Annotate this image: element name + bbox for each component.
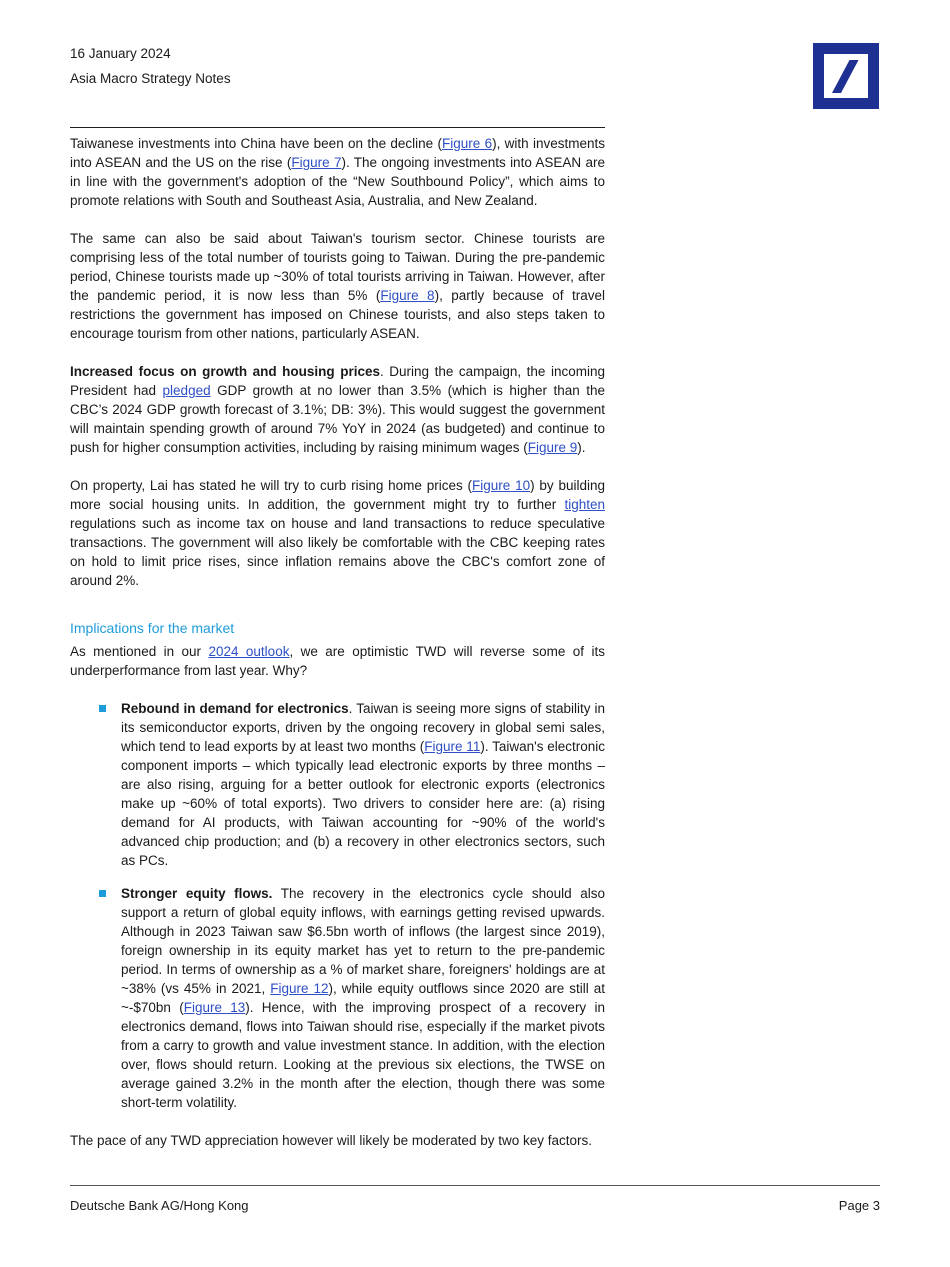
bold-lead-text: Stronger equity flows. xyxy=(121,886,273,901)
bold-lead-text: Rebound in demand for electronics xyxy=(121,701,349,716)
bullet-item xyxy=(70,699,605,870)
body-text: . Taiwan is seeing more signs of stability in its semiconductor exports, driven by the ongoing recovery in global semi sales, which tend to lead exports by at least two months ( xyxy=(121,701,606,754)
page-footer xyxy=(70,1198,880,1213)
link-figure-12[interactable]: Figure 12 xyxy=(270,981,329,996)
bullet-square-icon xyxy=(99,890,106,897)
body-text: regulations such as income tax on house and land transactions to reduce speculative transactions. The government will also likely be comfortable with the CBC keeping rates on hold to limit price rises, since inflation remains above the CBC's comfort zone of around 2%. xyxy=(70,516,605,588)
body-text: . During the campaign, the incoming President had xyxy=(70,364,606,398)
body-text: ). xyxy=(577,440,586,455)
body-text: The recovery in the electronics cycle should also support a return of global equity inflows, with earnings getting revised upwards. Although in 2023 Taiwan saw $6.5bn worth of inflows (the largest since 2019), foreign ownership in its equity market has yet to return to the pre-pandemic period. In terms of ownership as a % of market share, foreigners' holdings are at ~38% (vs 45% in 2021, xyxy=(121,886,605,996)
report-date: 16 January 2024 xyxy=(70,46,171,61)
header-divider xyxy=(70,127,605,128)
link-figure-11[interactable]: Figure 11 xyxy=(424,739,481,754)
body-text: , we are optimistic TWD will reverse some of its underperformance from last year. Why? xyxy=(70,644,605,678)
paragraph xyxy=(70,1131,605,1150)
link-figure-9[interactable]: Figure 9 xyxy=(527,440,578,455)
body-text: ), with investments into ASEAN and the US on the rise ( xyxy=(70,136,605,170)
link-figure-7[interactable]: Figure 7 xyxy=(291,155,342,170)
body-text: As mentioned in our xyxy=(70,644,209,659)
body-text: Taiwanese investments into China have been on the decline ( xyxy=(70,136,442,151)
report-header xyxy=(70,41,231,91)
link-tighten[interactable]: tighten xyxy=(564,497,605,512)
link-figure-13[interactable]: Figure 13 xyxy=(183,1000,246,1015)
paragraph xyxy=(70,476,605,590)
body-text: ). Taiwan's electronic component imports – which typically lead electronic exports by three months – are also rising, arguing for a better outlook for electronic exports (electronics make up ~60% of total exports). Two drivers to consider here are: (a) rising demand for AI products, with Taiwan accounting for ~90% of the world's advanced chip production; and (b) a recovery in other electronics sectors, such as PCs. xyxy=(121,739,605,868)
bold-lead-text: Increased focus on growth and housing prices xyxy=(70,364,380,379)
body-text: ). The ongoing investments into ASEAN are in line with the government's adoption of the “New Southbound Policy”, which aims to promote relations with South and Southeast Asia, Australia, and New Zealand. xyxy=(70,155,605,208)
report-title: Asia Macro Strategy Notes xyxy=(70,71,231,86)
link-2024-outlook[interactable]: 2024 outlook xyxy=(208,644,290,659)
deutsche-bank-logo-icon xyxy=(813,43,879,109)
link-figure-8[interactable]: Figure 8 xyxy=(380,288,435,303)
body-text: ), partly because of travel restrictions the government has imposed on Chinese tourists, and also steps taken to encourage tourism from other nations, particularly ASEAN. xyxy=(70,288,606,341)
bullet-list xyxy=(70,699,605,1112)
paragraph xyxy=(70,642,605,680)
footer-entity: Deutsche Bank AG/Hong Kong xyxy=(70,1198,249,1213)
page-number: Page 3 xyxy=(838,1198,880,1213)
bullet-paragraph xyxy=(121,699,605,870)
section-heading-implications-for-the-market: Implications for the market xyxy=(70,620,235,636)
bullet-square-icon xyxy=(99,705,106,712)
body-text: ), while equity outflows since 2020 are still at ~-$70bn ( xyxy=(121,981,605,1015)
paragraph xyxy=(70,362,605,457)
body-text: GDP growth at no lower than 3.5% (which is higher than the CBC’s 2024 GDP growth forecast of 3.1%; DB: 3%). This would suggest the government will maintain spending growth of around 7% YoY in 2024 (as budgeted) and continue to push for higher consumption activities, including by raising minimum wages ( xyxy=(70,383,605,455)
link-pledged[interactable]: pledged xyxy=(162,383,211,398)
body-text: On property, Lai has stated he will try to curb rising home prices ( xyxy=(70,478,473,493)
paragraph xyxy=(70,229,605,343)
footer-divider xyxy=(70,1185,880,1186)
body-text: ). Hence, with the improving prospect of a recovery in electronics demand, flows into Taiwan should rise, especially if the market pivots from a carry to growth and value investment stance. In addition, with the election over, flows should return. Looking at the previous six elections, the TWSE on average gained 3.2% in the month after the election, though there was some short-term volatility. xyxy=(121,1000,605,1110)
body-text: ) by building more social housing units. In addition, the government might try to further xyxy=(70,478,605,512)
link-figure-10[interactable]: Figure 10 xyxy=(472,478,531,493)
link-figure-6[interactable]: Figure 6 xyxy=(442,136,493,151)
body-text: The pace of any TWD appreciation however will likely be moderated by two key factors. xyxy=(70,1133,592,1148)
body-text: The same can also be said about Taiwan's tourism sector. Chinese tourists are comprising less of the total number of tourists going to Taiwan. During the pre-pandemic period, Chinese tourists made up ~30% of total tourists arriving in Taiwan. However, after the pandemic period, it is now less than 5% ( xyxy=(70,231,605,303)
bullet-item xyxy=(70,884,605,1112)
document-body xyxy=(70,134,605,1169)
paragraph xyxy=(70,134,605,210)
bullet-paragraph xyxy=(121,884,605,1112)
